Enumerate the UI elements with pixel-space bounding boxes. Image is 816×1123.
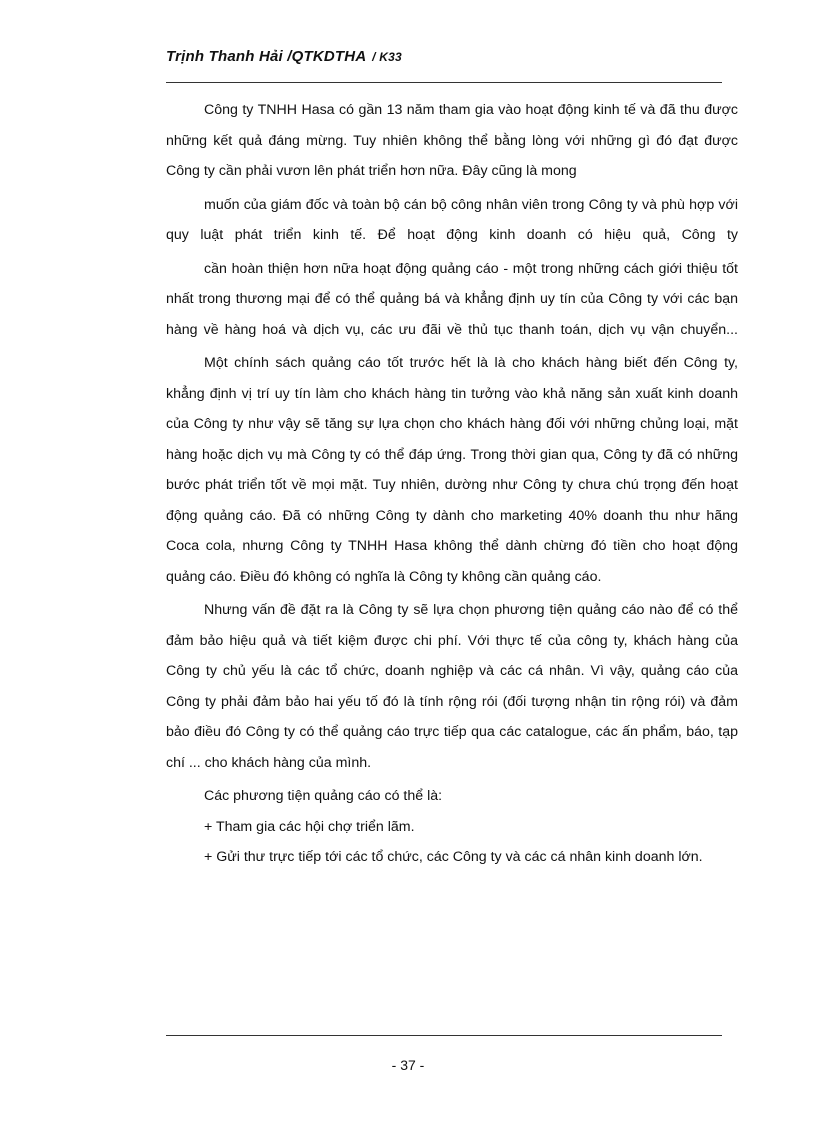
list-item: + Gửi thư trực tiếp tới các tổ chức, các Công ty và các cá nhân kinh doanh lớn.: [204, 849, 703, 865]
footer-divider: [166, 1035, 722, 1036]
list-item: + Tham gia các hội chợ triển lãm.: [204, 818, 415, 835]
running-header: [166, 48, 722, 65]
page-number: - 37 -: [391, 1057, 425, 1073]
paragraph: Nhưng vấn đề đặt ra là Công ty sẽ lựa chọn phương tiện quảng cáo nào để có thể đảm bảo hiệu quả và tiết kiệm được chi phí. Với thực tế của công ty, khách hàng của Công ty chủ yếu là các tổ chức, doanh nghiệp và các cá nhân. Vì vậy, quảng cáo của Công ty phải đảm bảo hai yếu tố đó là tính rộng rói (đối tượng nhận tin rộng rói) và đảm bảo điều đó Công ty có thể quảng cáo trực tiếp qua các catalogue, các ấn phẩm, báo, tạp chí ... cho khách hàng của mình.: [166, 602, 738, 771]
page-body: [166, 95, 738, 873]
paragraph: Công ty TNHH Hasa có gần 13 năm tham gia vào hoạt động kinh tế và đã thu được những kết quả đáng mừng. Tuy nhiên không thể bằng lòng với những gì đó đạt được Công ty cần phải vươn lên phát triển hơn nữa. Đây cũng là mong: [166, 102, 738, 179]
header-author: Trịnh Thanh Hải /QTKDTHA: [166, 48, 366, 65]
paragraph: Các phương tiện quảng cáo có thể là:: [204, 788, 443, 804]
paragraph: Một chính sách quảng cáo tốt trước hết là là cho khách hàng biết đến Công ty, khẳng định vị trí uy tín làm cho khách hàng tin tưởng vào khả năng sản xuất kinh doanh của Công ty như vậy sẽ tăng sự lựa chọn cho khách hàng đối với những chủng loại, mặt hàng hoặc dịch vụ mà Công ty có thể đáp ứng. Trong thời gian qua, Công ty đã có những bước phát triển tốt về mọi mặt. Tuy nhiên, dường như Công ty chưa chú trọng đến hoạt động quảng cáo. Đã có những Công ty dành cho marketing 40% doanh thu như hãng Coca cola, nhưng Công ty TNHH Hasa không thể dành chừng đó tiền cho hoạt động quảng cáo. Điều đó không có nghĩa là Công ty không cần quảng cáo.: [166, 355, 738, 585]
paragraph: cần hoàn thiện hơn nữa hoạt động quảng cáo - một trong những cách giới thiệu tốt nhất trong thương mại để có thể quảng bá và khẳng định uy tín của Công ty với các bạn hàng về hàng hoá và dịch vụ, các ưu đãi về thủ tục thanh toán, dịch vụ vận chuyển...: [166, 260, 738, 338]
paragraph: muốn của giám đốc và toàn bộ cán bộ công nhân viên trong Công ty và phù hợp với quy luật phát triển kinh tế. Để hoạt động kinh doanh có hiệu quả, Công ty: [166, 196, 738, 243]
header-cohort: / K33: [372, 50, 402, 64]
header-divider: [166, 82, 722, 83]
